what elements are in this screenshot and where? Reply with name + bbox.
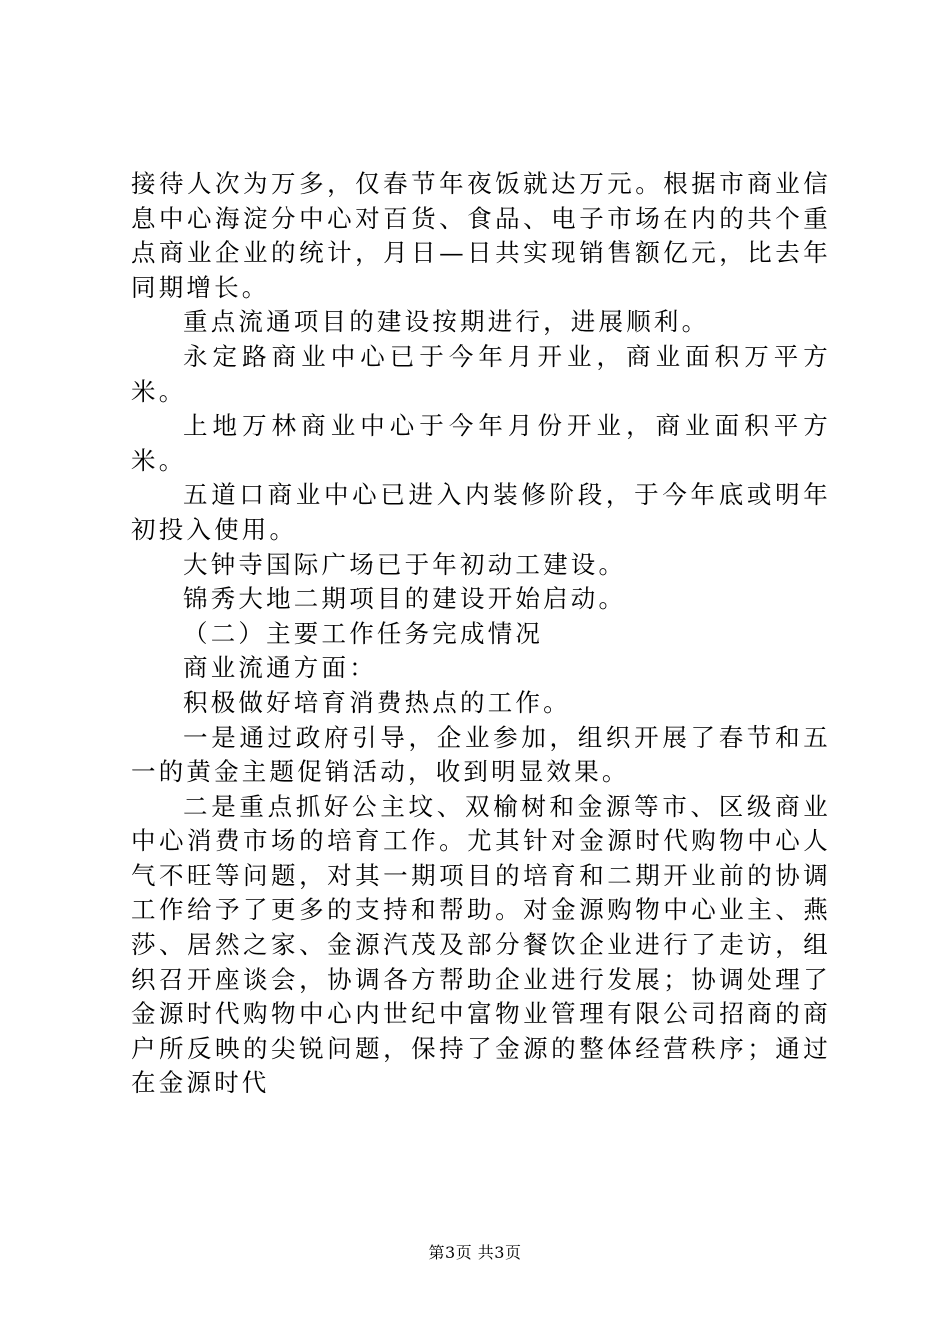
paragraph-11: 一是通过政府引导，企业参加，组织开展了春节和五一的黄金主题促销活动，收到明显效果。 — [131, 722, 831, 787]
page-footer — [0, 1243, 950, 1263]
paragraph-9: 商业流通方面： — [183, 653, 377, 683]
paragraph-5: 五道口商业中心已进入内装修阶段，于今年底或明年初投入使用。 — [131, 480, 831, 544]
paragraph-4: 上地万林商业中心于今年月份开业，商业面积平方米。 — [131, 411, 831, 475]
paragraph-12: 二是重点抓好公主坟、双榆树和金源等市、区级商业中心消费市场的培育工作。尤其针对金源时代购物中心人气不旺等问题，对其一期项目的培育和二期开业前的协调工作给予了更多的支持和帮助。对金源购物中心业主、燕莎、居然之家、金源汽茂及部分餐饮企业进行了走访，组织召开座谈会，协调各方帮助企业进行发展；协调处理了金源时代购物中心内世纪中富物业管理有限公司招商的商户所反映的尖锐问题，保持了金源的整体经营秩序；通过在金源时代 — [131, 791, 831, 1098]
paragraph-7: 锦秀大地二期项目的建设开始启动。 — [183, 584, 627, 614]
paragraph-1: 接待人次为万多，仅春节年夜饭就达万元。根据市商业信息中心海淀分中心对百货、食品、电子市场在内的共个重点商业企业的统计，月日—日共实现销售额亿元，比去年同期增长。 — [131, 169, 831, 302]
document-body — [131, 167, 831, 1101]
page-number-label: 第3页 共3页 — [428, 1243, 522, 1262]
paragraph-10: 积极做好培育消费热点的工作。 — [183, 687, 571, 717]
paragraph-3: 永定路商业中心已于今年月开业，商业面积万平方米。 — [131, 341, 831, 406]
paragraph-2: 重点流通项目的建设按期进行，进展顺利。 — [183, 307, 710, 337]
section-heading: （二）主要工作任务完成情况 — [183, 618, 544, 648]
paragraph-6: 大钟寺国际广场已于年初动工建设。 — [183, 549, 627, 579]
